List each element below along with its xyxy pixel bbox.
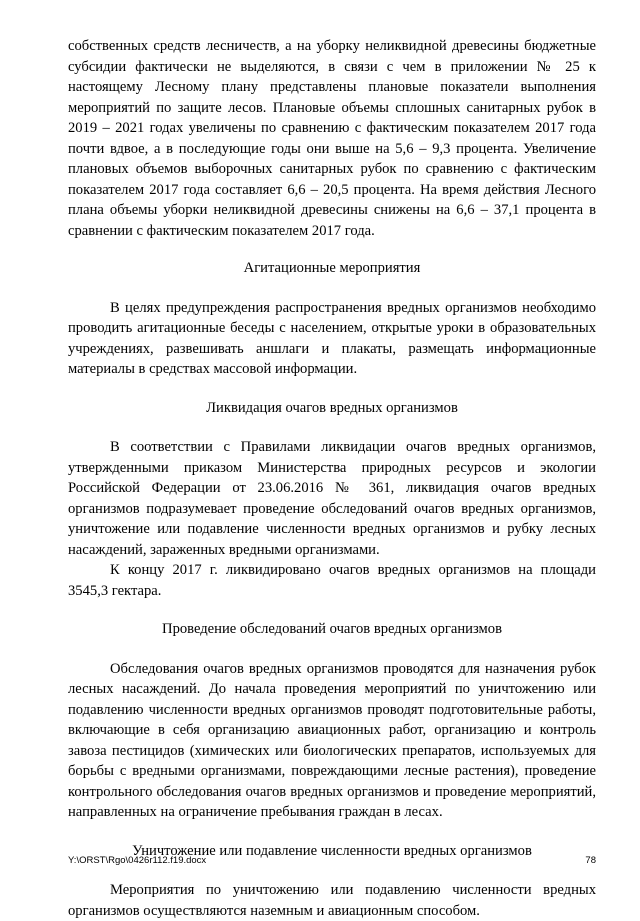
paragraph-lesnichestva: собственных средств лесничеств, а на уборку неликвидной древесины бюджетные субсидии фактически не выделяются, в связи с чем в приложении № 25 к настоящему Лесному плану представлены плановые показатели выполнения мероприятий по защите лесов. Плановые объемы сплошных санитарных рубок в 2019 – 2021 годах увеличены по сравнению с фактическим показателем 2017 года почти вдвое, а в последующие годы они выше на 5,6 – 9,3 процента. Увеличение плановых объемов выборочных санитарных рубок по сравнению с фактическим показателем 2017 года составляет 6,6 – 20,5 процента. На время действия Лесного плана объемы уборки неликвидной древесины снижены на 6,6 – 37,1 процента в сравнении с фактическим показателем 2017 года. [68, 38, 596, 239]
page-number: 78 [585, 855, 596, 866]
footer-file-path: Y:\ORST\Rgo\0426r112.f19.docx [68, 855, 207, 866]
document-body [68, 36, 596, 921]
heading-liquidation: Ликвидация очагов вредных организмов [206, 399, 458, 416]
heading-surveys: Проведение обследований очагов вредных организмов [162, 621, 502, 637]
paragraph-surveys: Обследования очагов вредных организмов проводятся для назначения рубок лесных насаждений. До начала проведения мероприятий по уничтожению или подавлению численности вредных организмов проводят подготовительные работы, включающие в себя организацию авиационных работ, организацию и контроль завоза пестицидов (химических или биологических препаратов, используемых для борьбы с вредными организмами, повреждающими лесные растения), проведение контрольного обследования очагов вредных организмов и проведение мероприятий, направленных на ограничение пребывания граждан в лесах. [68, 660, 596, 820]
paragraph-liquidation-rules: В соответствии с Правилами ликвидации очагов вредных организмов, утвержденными приказом Министерства природных ресурсов и экологии Российской Федерации от 23.06.2016 № 361, ликвидация очагов вредных организмов подразумевает проведение обследований очагов вредных организмов, уничтожение или подавление численности вредных организмов и рубку лесных насаждений, зараженных вредными организмами. [68, 439, 596, 558]
paragraph-agitation: В целях предупреждения распространения вредных организмов необходимо проводить агитационные беседы с населением, открытые уроки в образовательных учреждениях, развешивать аншлаги и плакаты, размещать информационные материалы в средствах массовой информации. [68, 299, 596, 377]
heading-agitation: Агитационные мероприятия [243, 260, 421, 276]
paragraph-liquidation-area: К концу 2017 г. ликвидировано очагов вредных организмов на площади 3545,3 гектара. [68, 562, 596, 599]
paragraph-suppression: Мероприятия по уничтожению или подавлению численности вредных организмов осуществляются наземным и авиационным способом. [68, 882, 596, 919]
heading-suppression: Уничтожение или подавление численности вредных организмов [132, 842, 532, 859]
